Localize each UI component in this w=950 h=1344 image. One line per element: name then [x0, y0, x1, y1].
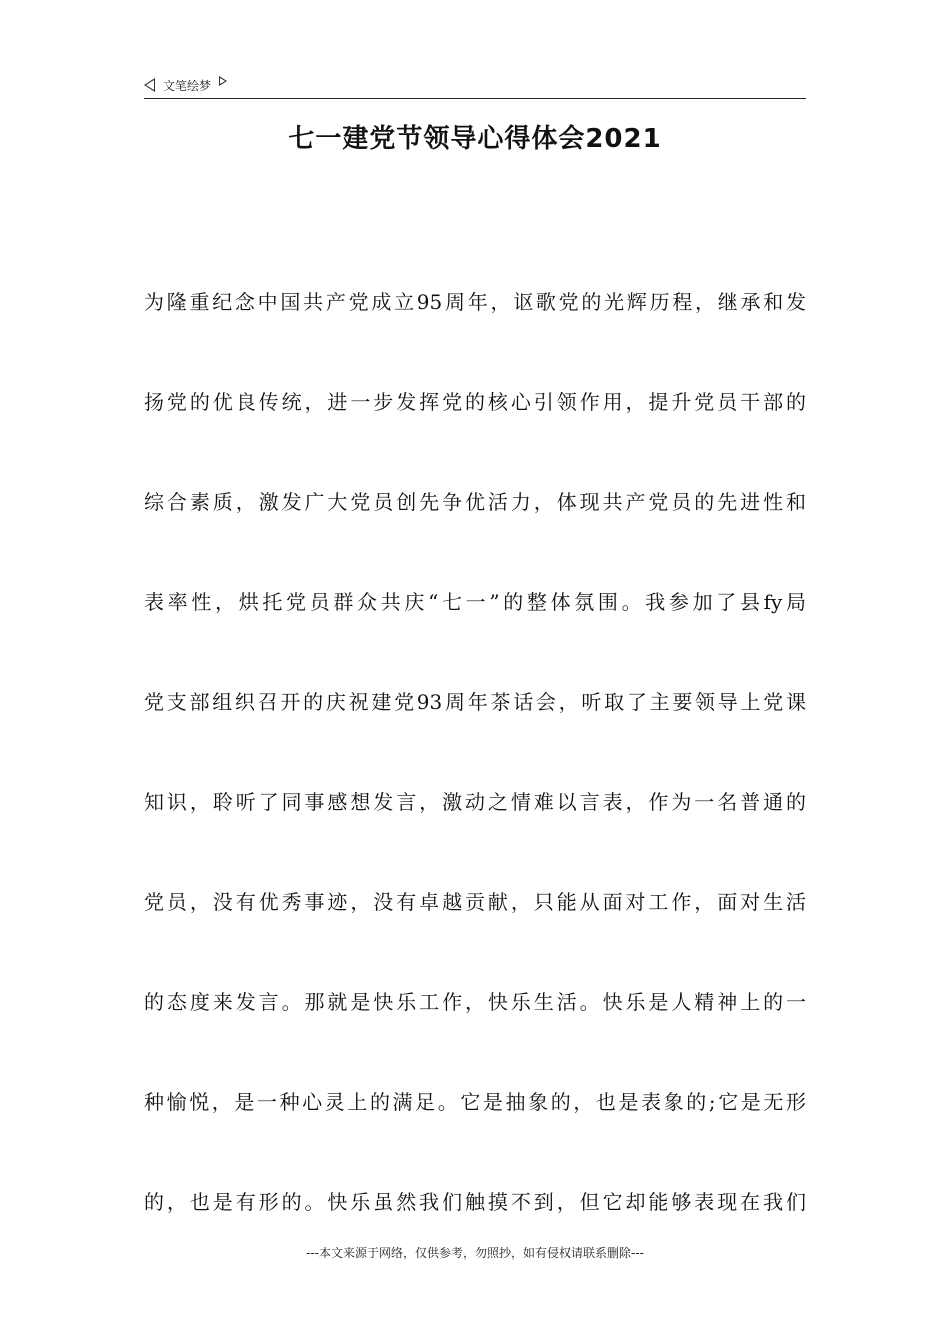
- document-title: 七一建党节领导心得体会2021: [288, 124, 662, 154]
- body-line: 党支部组织召开的庆祝建党93周年茶话会，听取了主要领导上党课: [144, 690, 806, 714]
- body-line: 知识，聆听了同事感想发言，激动之情难以言表，作为一名普通的: [144, 790, 806, 814]
- triangle-right-icon: [219, 76, 227, 86]
- body-line: 表率性，烘托党员群众共庆“七一”的整体氛围。我参加了县fy局: [144, 590, 806, 614]
- document-body: [144, 277, 806, 1277]
- triangle-left-icon: [144, 78, 155, 92]
- header-label: 文笔绘梦: [163, 78, 212, 93]
- body-line: 的，也是有形的。快乐虽然我们触摸不到，但它却能够表现在我们: [144, 1190, 806, 1214]
- body-line: 为隆重纪念中国共产党成立95周年，讴歌党的光辉历程，继承和发: [144, 290, 806, 314]
- body-line: 党员，没有优秀事迹，没有卓越贡献，只能从面对工作，面对生活: [144, 890, 806, 914]
- body-line: 的态度来发言。那就是快乐工作，快乐生活。快乐是人精神上的一: [144, 990, 806, 1014]
- body-line: 扬党的优良传统，进一步发挥党的核心引领作用，提升党员干部的: [144, 390, 806, 414]
- source-disclaimer: ---本文来源于网络，仅供参考，勿照抄，如有侵权请联系删除---: [306, 1246, 644, 1260]
- header-bar: [144, 74, 806, 96]
- page-header: [144, 74, 806, 99]
- body-line: 种愉悦，是一种心灵上的满足。它是抽象的，也是表象的;它是无形: [144, 1090, 806, 1114]
- body-line: 综合素质，激发广大党员创先争优活力，体现共产党员的先进性和: [144, 490, 806, 514]
